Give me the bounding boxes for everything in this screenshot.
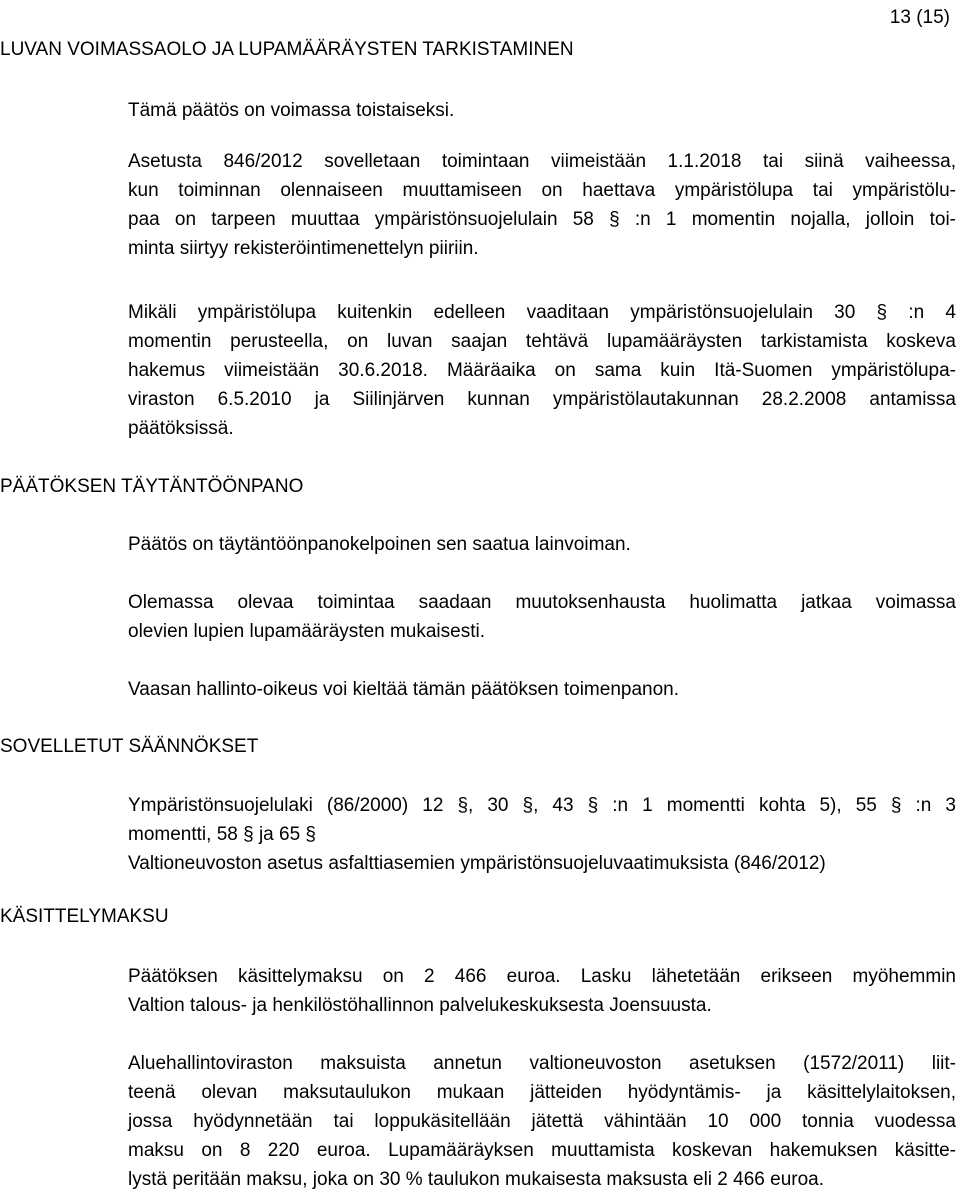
fee-paragraph-2 [128,1049,956,1194]
section-heading-regulations: SOVELLETUT SÄÄNNÖKSET [0,736,259,757]
text-line: Asetusta 846/2012 sovelletaan toimintaan viimeistään 1.1.2018 tai siinä vaiheessa, [128,151,956,172]
enforcement-paragraph-1: Päätös on täytäntöönpanokelpoinen sen saatua lainvoiman. [128,534,631,555]
text-line: jossa hyödynnetään tai loppukäsitellään jätettä vähintään 10 000 tonnia vuodessa [128,1111,956,1132]
text-line: päätöksissä. [128,418,234,439]
section-heading-validity: LUVAN VOIMASSAOLO JA LUPAMÄÄRÄYSTEN TARKISTAMINEN [0,39,574,60]
text-line: Valtioneuvoston asetus asfalttiasemien ympäristönsuojeluvaatimuksista (846/2012) [128,853,826,874]
text-line: Olemassa olevaa toimintaa saadaan muutoksenhausta huolimatta jatkaa voimassa [128,592,956,613]
text-line: momentin perusteella, on luvan saajan tehtävä lupamääräysten tarkistamista koskeva [128,331,956,352]
text-line: kun toiminnan olennaiseen muuttamiseen on haettava ympäristölupa tai ympäristölu- [128,180,956,201]
text-line: Mikäli ympäristölupa kuitenkin edelleen vaaditaan ympäristönsuojelulain 30 § :n 4 [128,302,956,323]
text-line: teenä olevan maksutaulukon mukaan jätteiden hyödyntämis- ja käsittelylaitoksen, [128,1082,956,1103]
enforcement-paragraph-2 [128,588,956,646]
validity-paragraph-1: Tämä päätös on voimassa toistaiseksi. [128,100,455,121]
text-line: hakemus viimeistään 30.6.2018. Määräaika on sama kuin Itä-Suomen ympäristölupa- [128,360,956,381]
enforcement-paragraph-3: Vaasan hallinto-oikeus voi kieltää tämän päätöksen toimenpanon. [128,679,679,700]
text-line: Valtion talous- ja henkilöstöhallinnon palvelukeskuksesta Joensuusta. [128,995,712,1016]
text-line: Aluehallintoviraston maksuista annetun valtioneuvoston asetuksen (1572/2011) liit- [128,1053,956,1074]
text-line: viraston 6.5.2010 ja Siilinjärven kunnan ympäristölautakunnan 28.2.2008 antamissa [128,389,956,410]
text-line: Ympäristönsuojelulaki (86/2000) 12 §, 30 §, 43 § :n 1 momentti kohta 5), 55 § :n 3 [128,795,956,816]
regulations-list [128,791,956,878]
text-line: lystä peritään maksu, joka on 30 % taulukon mukaisesta maksusta eli 2 466 euroa. [128,1169,824,1190]
text-line: minta siirtyy rekisteröintimenettelyn piiriin. [128,238,479,259]
text-line: momentti, 58 § ja 65 § [128,824,316,845]
section-heading-enforcement: PÄÄTÖKSEN TÄYTÄNTÖÖNPANO [0,476,304,497]
page-number: 13 (15) [889,7,950,28]
text-line: Päätöksen käsittelymaksu on 2 466 euroa. Lasku lähetetään erikseen myöhemmin [128,966,956,987]
text-line: olevien lupien lupamääräysten mukaisesti. [128,621,485,642]
validity-paragraph-3 [128,298,956,443]
validity-paragraph-2 [128,147,956,263]
text-line: paa on tarpeen muuttaa ympäristönsuojelulain 58 § :n 1 momentin nojalla, jolloin toi- [128,209,956,230]
section-heading-fee: KÄSITTELYMAKSU [0,906,169,927]
text-line: maksu on 8 220 euroa. Lupamääräyksen muuttamista koskevan hakemuksen käsitte- [128,1140,956,1161]
fee-paragraph-1 [128,962,956,1020]
